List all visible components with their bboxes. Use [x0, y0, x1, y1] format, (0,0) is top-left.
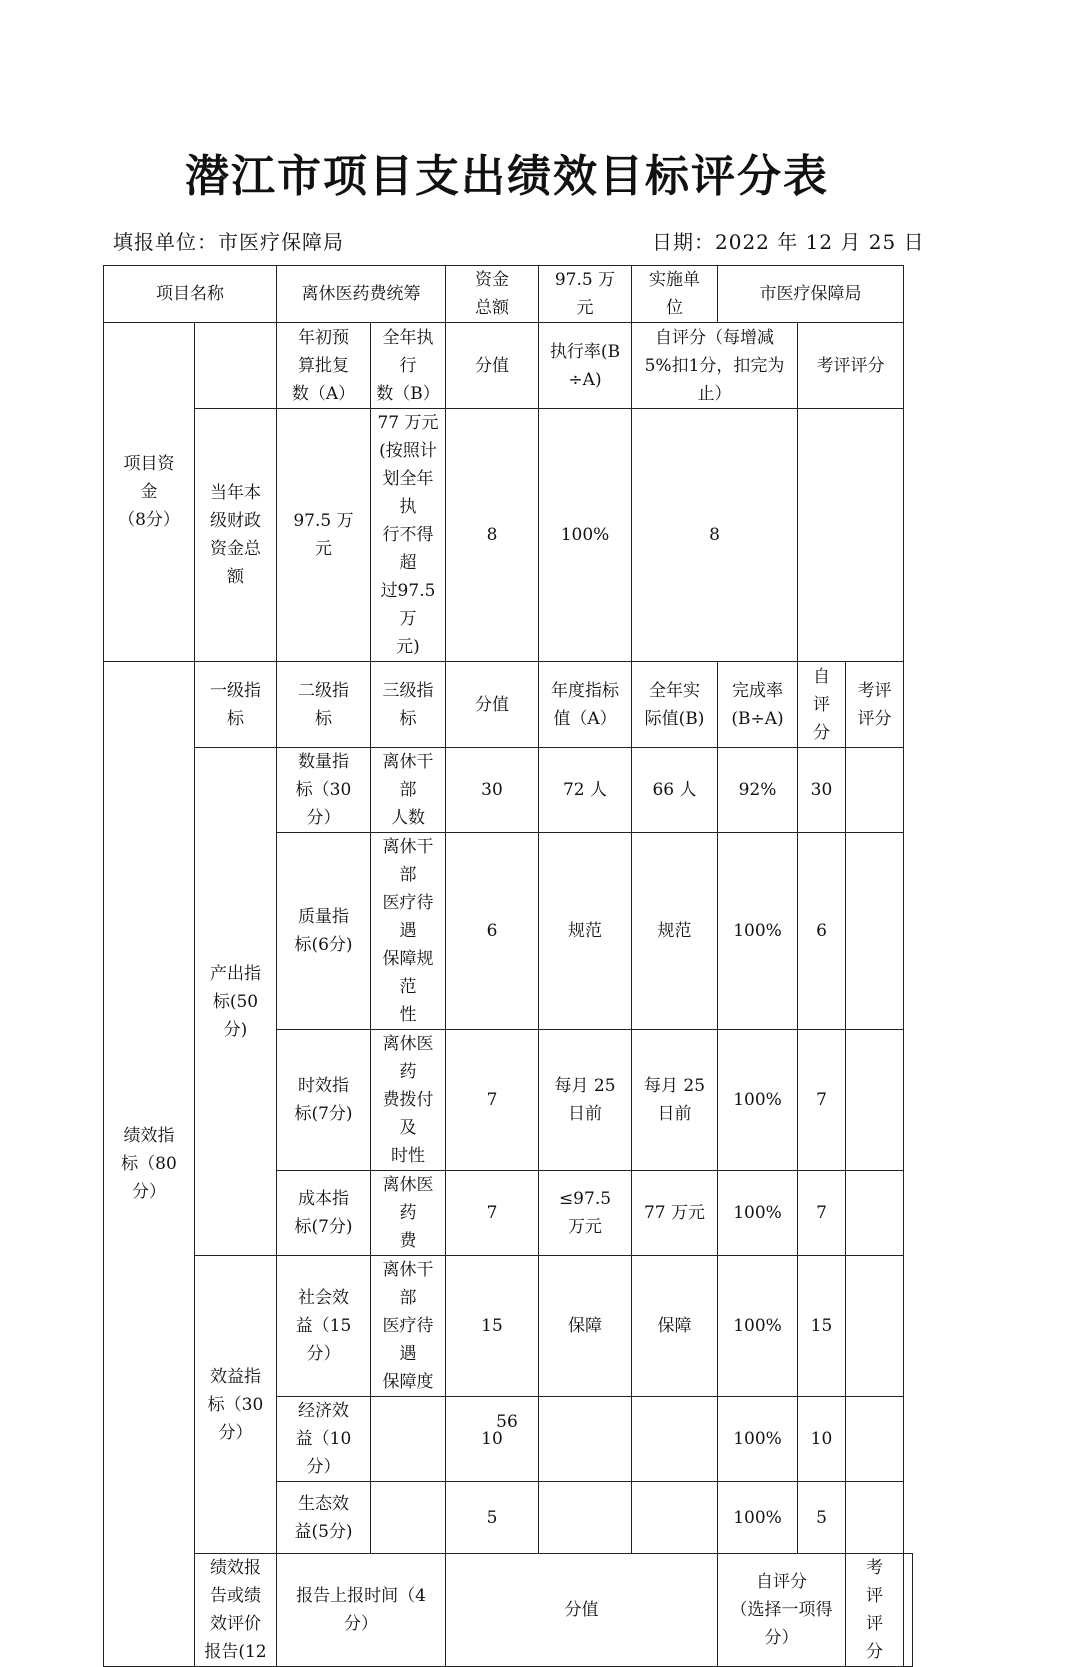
report-score-label: 分值: [446, 1554, 718, 1667]
actual-cell: 66 人: [632, 748, 718, 833]
score-cell: 7: [446, 1171, 539, 1256]
eval-score-cell: [846, 833, 904, 1030]
fund-budget-header: 年初预 算批复 数（A）: [277, 323, 371, 409]
rate-cell: 100%: [718, 1256, 798, 1397]
fund-score: 8: [446, 409, 539, 662]
rate-cell: 100%: [718, 1030, 798, 1171]
rate-cell: 100%: [718, 833, 798, 1030]
rate-cell: 100%: [718, 1482, 798, 1554]
actual-cell: [632, 1482, 718, 1554]
fund-header-row: [104, 323, 913, 409]
output-indicator-label: 产出指 标(50 分): [195, 748, 277, 1256]
score-cell: 6: [446, 833, 539, 1030]
perf-actual-header: 全年实 际值(B): [632, 662, 718, 748]
actual-cell: [632, 1397, 718, 1482]
l3-cell: 离休干部 医疗待遇 保障度: [371, 1256, 446, 1397]
l3-cell: 离休干部 医疗待遇 保障规范 性: [371, 833, 446, 1030]
page-title: 潜江市项目支出绩效目标评分表: [185, 151, 829, 202]
perf-self-header: 自 评 分: [798, 662, 846, 748]
eval-score-cell: [846, 1171, 904, 1256]
fund-item: 当年本 级财政 资金总 额: [195, 409, 277, 662]
eval-score-cell: [846, 748, 904, 833]
perf-score-header: 分值: [446, 662, 539, 748]
fund-exec-header: 全年执行 数（B）: [371, 323, 446, 409]
eval-score-cell: [846, 1482, 904, 1554]
actual-cell: 保障: [632, 1256, 718, 1397]
score-cell: 10: [446, 1397, 539, 1482]
perf-target-header: 年度指标 值（A）: [539, 662, 632, 748]
score-table: [103, 265, 913, 1667]
target-cell: ≤97.5 万元: [539, 1171, 632, 1256]
reporting-unit: 填报单位：市医疗保障局: [113, 230, 344, 254]
actual-cell: 77 万元: [632, 1171, 718, 1256]
self-score-cell: 5: [798, 1482, 846, 1554]
fund-header-blank: [195, 323, 277, 409]
eval-score-cell: [846, 1030, 904, 1171]
fund-score-header: 分值: [446, 323, 539, 409]
fund-rate-header: 执行率(B ÷A): [539, 323, 632, 409]
eval-score-cell: [846, 1256, 904, 1397]
fund-rate: 100%: [539, 409, 632, 662]
report-row: [104, 1554, 913, 1667]
self-score-cell: 7: [798, 1171, 846, 1256]
l3-cell: 离休干部 人数: [371, 748, 446, 833]
report-date: 日期：2022 年 12 月 25 日: [652, 230, 925, 254]
l2-cell: 社会效 益（15 分）: [277, 1256, 371, 1397]
rate-cell: 100%: [718, 1397, 798, 1482]
score-cell: 15: [446, 1256, 539, 1397]
page-number: 56: [496, 1412, 518, 1432]
l2-cell: 数量指 标（30 分）: [277, 748, 371, 833]
rate-cell: 92%: [718, 748, 798, 833]
report-self-label: 自评分 （选择一项得分）: [718, 1554, 846, 1667]
score-cell: 5: [446, 1482, 539, 1554]
report-time-label: 报告上报时间（4 分）: [277, 1554, 446, 1667]
fund-total-label: 资金 总额: [446, 266, 539, 323]
self-score-cell: 30: [798, 748, 846, 833]
perf-rate-header: 完成率 (B÷A): [718, 662, 798, 748]
l3-cell: 离休医药 费: [371, 1171, 446, 1256]
perf-l3-header: 三级指标: [371, 662, 446, 748]
self-score-cell: 15: [798, 1256, 846, 1397]
actual-cell: 每月 25 日前: [632, 1030, 718, 1171]
target-cell: 保障: [539, 1256, 632, 1397]
fund-self-score: 8: [632, 409, 798, 662]
eval-score-cell: [846, 1397, 904, 1482]
fund-data-row: [104, 409, 913, 662]
indicator-row: [104, 1256, 913, 1397]
fund-self-header: 自评分（每增减 5%扣1分，扣完为 止）: [632, 323, 798, 409]
impl-unit-label: 实施单 位: [632, 266, 718, 323]
fund-section-label: 项目资 金 （8分）: [104, 323, 195, 662]
project-name-label: 项目名称: [104, 266, 277, 323]
report-eval-label: 考 评 评 分: [846, 1554, 904, 1667]
self-score-cell: 6: [798, 833, 846, 1030]
perf-l1-header: 一级指 标: [195, 662, 277, 748]
target-cell: 每月 25 日前: [539, 1030, 632, 1171]
perf-l2-header: 二级指 标: [277, 662, 371, 748]
report-eval-score: [904, 1554, 913, 1667]
actual-cell: 规范: [632, 833, 718, 1030]
l2-cell: 经济效 益（10 分）: [277, 1397, 371, 1482]
l2-cell: 成本指 标(7分): [277, 1171, 371, 1256]
impl-unit-value: 市医疗保障局: [718, 266, 904, 323]
l3-cell: [371, 1397, 446, 1482]
benefit-indicator-label: 效益指 标（30 分）: [195, 1256, 277, 1554]
project-info-row: [104, 266, 913, 323]
fund-eval-header: 考评评分: [798, 323, 904, 409]
report-section-label: 绩效报 告或绩 效评价 报告(12: [195, 1554, 277, 1667]
rate-cell: 100%: [718, 1171, 798, 1256]
fund-eval-score: [798, 409, 904, 662]
project-name-value: 离休医药费统筹: [277, 266, 446, 323]
l2-cell: 质量指 标(6分): [277, 833, 371, 1030]
fund-total-value: 97.5 万 元: [539, 266, 632, 323]
indicator-row: [104, 748, 913, 833]
target-cell: 规范: [539, 833, 632, 1030]
score-cell: 30: [446, 748, 539, 833]
l3-cell: [371, 1482, 446, 1554]
l3-cell: 离休医药 费拨付及 时性: [371, 1030, 446, 1171]
l2-cell: 时效指 标(7分): [277, 1030, 371, 1171]
target-cell: 72 人: [539, 748, 632, 833]
self-score-cell: 10: [798, 1397, 846, 1482]
fund-budget: 97.5 万 元: [277, 409, 371, 662]
perf-eval-header: 考评 评分: [846, 662, 904, 748]
fund-exec: 77 万元 (按照计 划全年执 行不得超 过97.5 万 元): [371, 409, 446, 662]
score-cell: 7: [446, 1030, 539, 1171]
target-cell: [539, 1397, 632, 1482]
l2-cell: 生态效 益(5分): [277, 1482, 371, 1554]
target-cell: [539, 1482, 632, 1554]
perf-header-row: [104, 662, 913, 748]
perf-section-label: 绩效指 标（80 分）: [104, 662, 195, 1667]
self-score-cell: 7: [798, 1030, 846, 1171]
